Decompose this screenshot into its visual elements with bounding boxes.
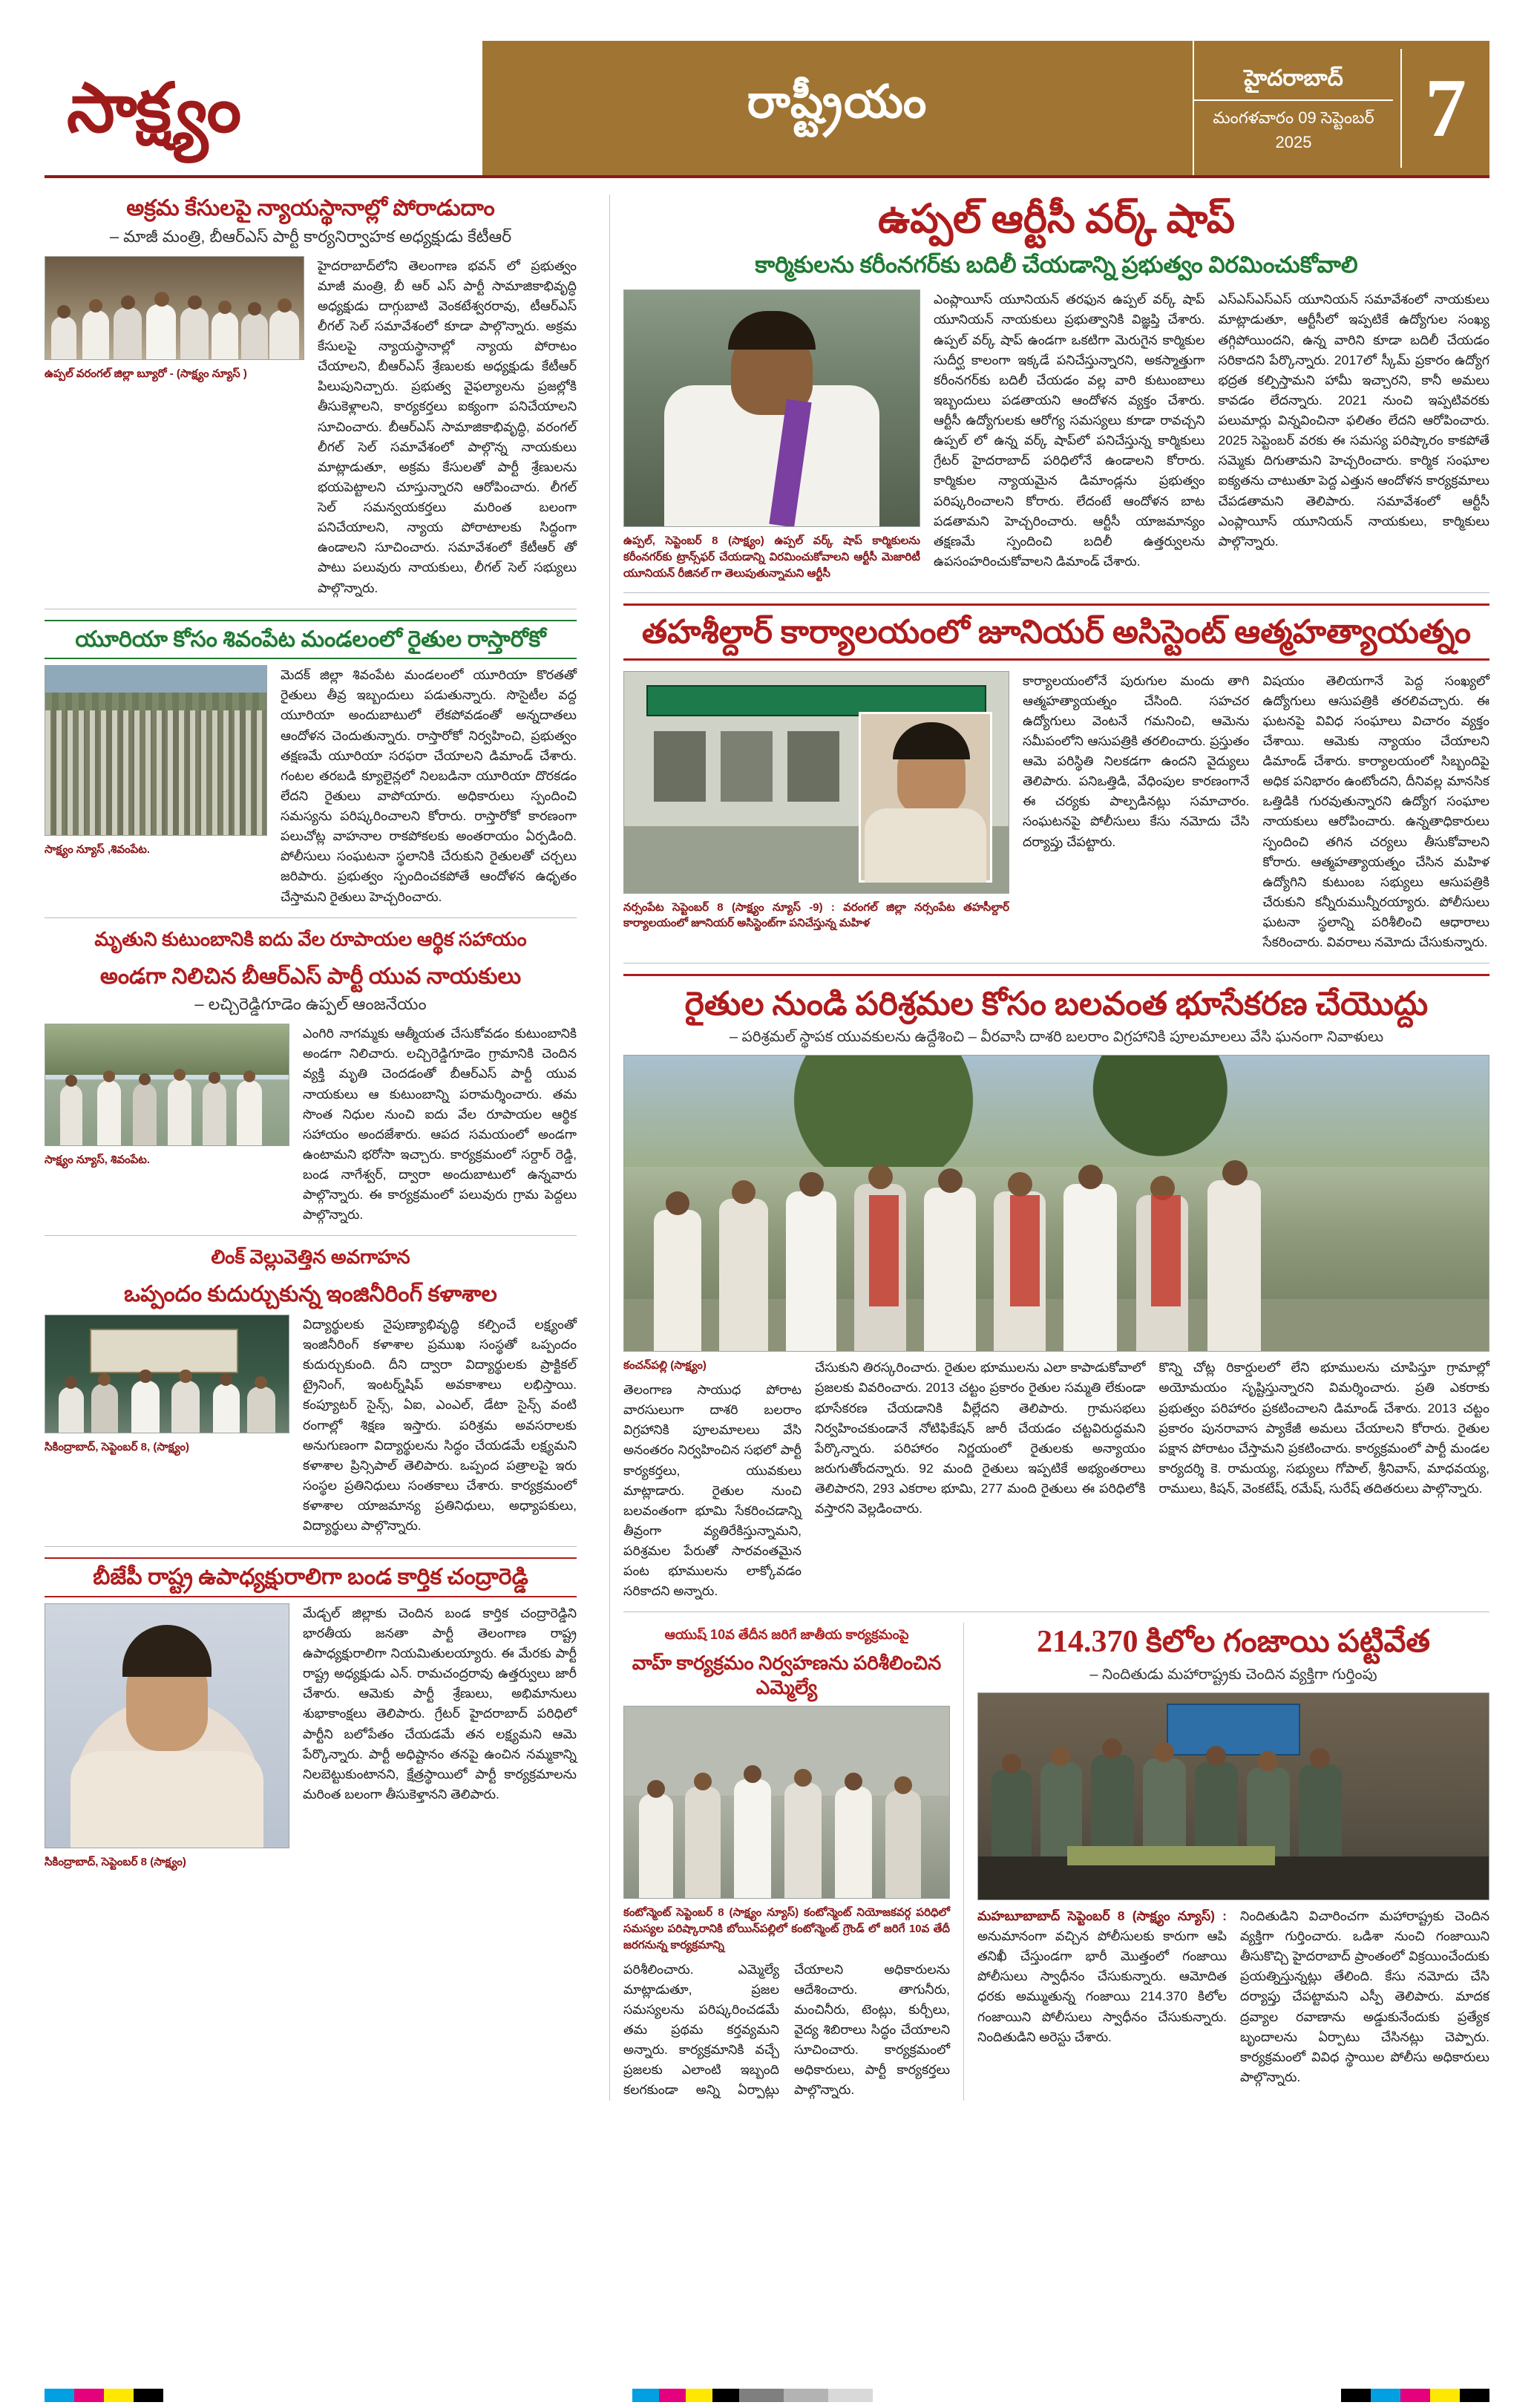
divider xyxy=(45,1546,577,1547)
right-column xyxy=(609,194,1489,2101)
photo-caption: సికింద్రాబాద్, సెప్టెంబర్ 8, (సాక్ష్యం) xyxy=(45,1440,190,1453)
edition-box xyxy=(1193,41,1489,175)
article-photo xyxy=(623,1055,1489,1352)
article-body-2: చేసుకుని తిరస్కరించారు. రైతుల భూములను ఎలా కాపాడుకోవాలో ప్రజలకు వివరించారు. 2013 చట్టం ప్రకారం రైతుల సమ్మతి లేకుండా భూసేకరణ చేయడానికి వీల్లేదని తెలిపారు. గ్రామసభలు నిర్వహించకుండానే నోటిఫికేషన్ జారీ చేయడం చట్టవిరుద్ధమని పేర్కొన్నారు. పరిహారం నిర్ణయంలో రైతులకు అన్యాయం జరుగుతోందన్నారు. 92 మంది రైతులు ఇప్పటికే అభ్యంతరాలు తెలిపారని, 293 ఎకరాల భూమి, 277 మంది రైతులు ఈ పరిధిలోకి వస్తారని వెల్లడించారు. xyxy=(815,1360,1146,1517)
subhead: కార్మికులను కరీంనగర్‌కు బదిలీ చేయడాన్ని ప్రభుత్వం విరమించుకోవాలి xyxy=(755,251,1358,278)
color-swatch xyxy=(686,2389,712,2402)
masthead xyxy=(45,41,1489,178)
article-body: విద్యార్థులకు నైపుణ్యాభివృద్ధి కల్పించే లక్ష్యంతో ఇంజినీరింగ్ కళాశాల ప్రముఖ సంస్థతో ఒప్పందం కుదుర్చుకుంది. దీని ద్వారా విద్యార్థులకు ప్రాక్టికల్ ట్రైనింగ్, ఇంటర్న్‌షిప్ అవకాశాలు లభిస్తాయి. కంప్యూటర్ సైన్స్, ఏఐ, ఎంఎల్, డేటా సైన్స్ వంటి రంగాల్లో శిక్షణ ఇస్తారు. పరిశ్రమ అవసరాలకు అనుగుణంగా విద్యార్థులను సిద్ధం చేయడమే లక్ష్యమని కళాశాల ప్రిన్సిపాల్ తెలిపారు. ఒప్పంద పత్రాలపై ఇరు సంస్థల ప్రతినిధులు సంతకాలు చేశారు. కార్యక్రమంలో కళాశాల యాజమాన్య ప్రతినిధులు, అధ్యాపకులు, విద్యార్థులు పాల్గొన్నారు. xyxy=(303,1316,577,1534)
article-body: పరిశీలించారు. ఎమ్మెల్యే మాట్లాడుతూ, ప్రజల సమస్యలను పరిష్కరించడమే తమ ప్రథమ కర్తవ్యమని అన్నారు. కార్యక్రమానికి వచ్చే ప్రజలకు ఎలాంటి ఇబ్బంది కలగకుండా అన్ని ఏర్పాట్లు చేయాలని అధికారులను ఆదేశించారు. తాగునీరు, మంచినీరు, టెంట్లు, కుర్చీలు, వైద్య శిబిరాలు సిద్ధం చేయాలని సూచించారు. కార్యక్రమంలో అధికారులు, పార్టీ కార్యకర్తలు పాల్గొన్నారు. xyxy=(623,1961,950,2098)
headline: ఉప్పల్ ఆర్టీసీ వర్క్ షాప్ xyxy=(877,197,1236,241)
color-swatch xyxy=(739,2389,784,2402)
article-body: మేడ్చల్ జిల్లాకు చెందిన బండ కార్తిక చంద్రారెడ్డిని భారతీయ జనతా పార్టీ తెలంగాణ రాష్ట్ర ఉపాధ్యక్షురాలిగా నియమితులయ్యారు. ఈ మేరకు పార్టీ రాష్ట్ర అధ్యక్షుడు ఎన్. రామచంద్రరావు ఉత్తర్వులు జారీ చేశారు. ఆమెకు పార్టీ శ్రేణులు, అభిమానులు శుభాకాంక్షలు తెలిపారు. గ్రేటర్ హైదరాబాద్ పరిధిలో పార్టీని బలోపేతం చేయడమే తన లక్ష్యమని ఆమె పేర్కొన్నారు. పార్టీ అధిష్టానం తనపై ఉంచిన నమ్మకాన్ని నిలబెట్టుకుంటానని, క్షేత్రస్థాయిలో పార్టీ కార్యక్రమాలను మరింత బలంగా తీసుకెళ్తానని తెలిపారు. xyxy=(303,1605,577,1802)
newspaper-page xyxy=(0,41,1534,2408)
divider xyxy=(623,592,1489,593)
article-photo xyxy=(45,1603,289,1848)
color-swatch xyxy=(1430,2389,1460,2402)
photo-caption: నర్సంపేట సెప్టెంబర్ 8 (సాక్ష్యం న్యూస్ -9) : వరంగల్ జిల్లా నర్సంపేట తహసీల్దార్ కార్యాలయంలో జూనియర్ అసిస్టెంట్‌గా పనిచేస్తున్న మహిళ xyxy=(623,900,1009,930)
article-ktr-legal xyxy=(45,194,577,598)
section-title: రాష్ట్రీయం xyxy=(747,77,928,128)
color-swatch xyxy=(1371,2389,1400,2402)
section-band xyxy=(482,41,1193,175)
print-registration-colorbar xyxy=(0,2386,1534,2408)
color-swatch xyxy=(828,2389,873,2402)
article-photo xyxy=(623,671,1009,894)
article-photo xyxy=(623,289,920,527)
subhead: – నిందితుడు మహారాష్ట్రకు చెందిన వ్యక్తిగా గుర్తింపు xyxy=(1089,1666,1377,1683)
article-photo xyxy=(623,1706,950,1899)
color-swatch xyxy=(163,2389,632,2402)
article-photo xyxy=(45,1315,289,1433)
newspaper-logo xyxy=(45,41,482,175)
color-swatch xyxy=(659,2389,686,2402)
logo-text: సాక్ష్యం xyxy=(67,70,240,146)
page-number: 7 xyxy=(1400,49,1489,168)
color-swatch xyxy=(632,2389,659,2402)
article-body: మెదక్ జిల్లా శివంపేట మండలంలో యూరియా కొరతతో రైతులు తీవ్ర ఇబ్బందులు పడుతున్నారు. సొసైటీల వద్ద యూరియా అందుబాటులో లేకపోవడంతో అన్నదాతలు ఆందోళన చెందుతున్నారు. రాస్తారోకో నిర్వహించి, ప్రభుత్వం తక్షణమే యూరియా సరఫరా చేయాలని డిమాండ్ చేశారు. గంటల తరబడి క్యూలైన్లలో నిలబడినా యూరియా దొరకడం లేదని రైతులు వాపోయారు. అధికారులు స్పందించి సమస్యను పరిష్కరించాలని కోరారు. రాస్తారోకో కారణంగా పలుచోట్ల వాహనాల రాకపోకలకు అంతరాయం ఏర్పడింది. పోలీసులు సంఘటనా స్థలానికి చేరుకుని రైతులతో చర్చలు జరిపారు. ప్రభుత్వం స్పందించకపోతే ఆందోళన ఉధృతం చేస్తామని రైతులు హెచ్చరించారు. xyxy=(281,667,577,904)
article-rtc-workshop xyxy=(623,194,1489,582)
article-body-3: కొన్ని చోట్ల రికార్డులలో లేని భూములను చూపిస్తూ గ్రామాల్లో అయోమయం సృష్టిస్తున్నారని విమర్శించారు. ప్రతి ఎకరాకు ప్రభుత్వం పరిహారం ప్రకటించాలని డిమాండ్ చేశారు. 2013 చట్టం ప్రకారం పునరావాస ప్యాకేజీ అమలు చేయాలని కోరారు. రైతుల పక్షాన పోరాటం చేస్తామని ప్రకటించారు. కార్యక్రమంలో పార్టీ మండల కార్యదర్శి కె. రామయ్య, సభ్యులు గోపాల్, శ్రీనివాస్, మాధవయ్య, రాములు, కిషన్, వెంకటేష్, రమేష్, సురేష్ తదితరులు పాల్గొన్నారు. xyxy=(1158,1360,1489,1496)
article-photo xyxy=(45,665,267,836)
article-urea-protest xyxy=(45,620,577,907)
subhead: – పరిశ్రమల్ స్థాపక యువకులను ఉద్దేశించి – వీరవాసి దాశరి బలరాం విగ్రహానికి పూలమాలలు వేసి ఘనంగా నివాళులు xyxy=(729,1029,1384,1046)
article-body-1: తెలంగాణ సాయుధ పోరాట వారసులుగా దాశరి బలరాం విగ్రహానికి పూలమాలలు వేసి అనంతరం నిర్వహించిన సభలో పార్టీ కార్యకర్తలు, యువకులు మాట్లాడారు. రైతుల నుంచి బలవంతంగా భూమి సేకరించడాన్ని తీవ్రంగా వ్యతిరేకిస్తున్నామని, పరిశ్రమల పేరుతో సారవంతమైన పంట భూములను లాక్కోవడం సరికాదని అన్నారు. xyxy=(623,1382,802,1599)
color-swatch xyxy=(712,2389,739,2402)
headline: 214.370 కిలోల గంజాయి పట్టివేత xyxy=(1037,1625,1430,1660)
bottom-stories xyxy=(623,1623,1489,2100)
article-photo xyxy=(45,1024,289,1146)
article-mla-inspection xyxy=(623,1623,950,2100)
headline: ఒప్పందం కుదుర్చుకున్న ఇంజినీరింగ్ కళాశాల xyxy=(124,1282,497,1307)
headline: వాహ్ కార్యక్రమం నిర్వహణను పరిశీలించిన ఎమ్మెల్యే xyxy=(632,1652,942,1698)
subhead: – మాజీ మంత్రి, బీఆర్ఎస్ పార్టీ కార్యనిర్వాహక అధ్యక్షుడు కేటీఆర్ xyxy=(109,226,512,246)
article-brs-youth-aid xyxy=(45,929,577,1226)
color-swatch xyxy=(45,2389,74,2402)
color-swatch xyxy=(104,2389,134,2402)
article-tahsildar-suicide-attempt xyxy=(623,603,1489,953)
photo-caption: కంచన్‌పల్లి (సాక్ష్యం) xyxy=(623,1359,707,1373)
headline: రైతుల నుండి పరిశ్రమల కోసం బలవంత భూసేకరణ చేయొద్దు xyxy=(623,974,1489,1024)
photo-caption: మహబూబాబాద్ సెప్టెంబర్ 8 (సాక్ష్యం న్యూస్) : xyxy=(977,1908,1227,1923)
headline: తహశీల్దార్ కార్యాలయంలో జూనియర్ అసిస్టెంట్ ఆత్మహత్యాయత్నం xyxy=(623,603,1489,661)
kicker: ఆయుష్ 10వ తేదీన జరిగే జాతీయ కార్యక్రమంపై xyxy=(664,1627,909,1643)
color-swatch xyxy=(784,2389,828,2402)
article-body-right: ఎస్ఎస్ఎస్ఎస్ యూనియన్ సమావేశంలో నాయకులు మాట్లాడుతూ, ఆర్టీసీలో ఇప్పటికే ఉద్యోగుల సంఖ్య తగ్గిపోయిందని, ఉన్న వారిని కూడా బదిలీ చేయడం సరికాదని పేర్కొన్నారు. 2017లో స్కీమ్ ప్రకారం ఉద్యోగ భద్రత కల్పిస్తామని హామీ ఇచ్చారని, కానీ అమలు కావడం లేదన్నారు. 2021 నుంచి ఇప్పటివరకు పలుమార్లు విన్నవించినా ఫలితం లేదని ఆరోపించారు. 2025 సెప్టెంబర్ వరకు ఈ సమస్య పరిష్కారం కాకపోతే సమ్మెకు దిగుతామని హెచ్చరించారు. కార్మిక సంఘాల ఐక్యతను చాటుతూ పెద్ద ఎత్తున ఆందోళన కార్యక్రమాలు చేపడతామని తెలిపారు. సమావేశంలో ఆర్టీసీ ఎంప్లాయీస్ యూనియన్ నాయకులు, కార్మికులు పాల్గొన్నారు. xyxy=(1218,292,1489,549)
article-body: హైదరాబాద్‌లోని తెలంగాణ భవన్ లో ప్రభుత్వం మాజీ మంత్రి, బీ ఆర్ ఎస్ పార్టీ సామాజికాభివృద్ధి అధ్యక్షుడు దాగ్గుబాటి వెంకటేశ్వరరావు, టీఆర్ఎస్ లీగల్ సెల్ సమావేశంలో కూడా పాల్గొన్నారు. అక్రమ కేసులపై న్యాయస్థానాల్లో న్యాయ పోరాటం చేయాలని, బీఆర్ఎస్ శ్రేణులకు అధ్యక్షుడు కేటీఆర్ పిలుపునిచ్చారు. ప్రభుత్వ వైఫల్యాలను ప్రజల్లోకి తీసుకెళ్లాలని, కార్యకర్తలు ఐక్యంగా పనిచేయాలని సూచించారు. బీఆర్ఎస్ సామాజికాభివృద్ధి, వరంగల్ లీగల్ సెల్ సమావేశంలో పాల్గొన్న నాయకులు మాట్లాడుతూ, అక్రమ కేసులతో పార్టీ శ్రేణులను భయపెట్టాలని చూస్తున్నారని ఆరోపించారు. లీగల్ సెల్ సమన్వయకర్తలు మరింత బలంగా పనిచేయాలని, న్యాయ పోరాటాలకు సిద్ధంగా ఉండాలని సూచించారు. సమావేశంలో కేటీఆర్ తో పాటు పలువురు నాయకులు, లీగల్ సెల్ సభ్యులు పాల్గొన్నారు. xyxy=(318,258,577,595)
edition-date: మంగళవారం 09 సెప్టెంబర్ 2025 xyxy=(1194,99,1393,154)
edition-city: హైదరాబాద్ xyxy=(1244,66,1343,91)
left-column xyxy=(45,194,590,2101)
article-body-right: విషయం తెలియగానే పెద్ద సంఖ్యలో ఉద్యోగులు ఆసుపత్రికి తరలివచ్చారు. ఈ ఘటనపై వివిధ సంఘాలు విచారం వ్యక్తం చేశాయి. ఆమెకు న్యాయం చేయాలని డిమాండ్ చేశారు. కార్యాలయంలో సిబ్బందిపై అధిక పనిభారం ఉంటోందని, దీనివల్ల మానసిక ఒత్తిడికి గురవుతున్నారని ఉద్యోగ సంఘాల నాయకులు ఆరోపించారు. ఉన్నతాధికారులు స్పందించి తగిన చర్యలు తీసుకోవాలని కోరారు. ఆత్మహత్యాయత్నం చేసిన మహిళ ఉద్యోగిని కుటుంబ సభ్యులు ఆసుపత్రికి చేరుకుని కన్నీరుమున్నీరయ్యారు. పోలీసులు ఘటనా స్థలాన్ని పరిశీలించి ఆధారాలు సేకరించారు. వివరాలు నమోదు చేసుకున్నారు. xyxy=(1262,673,1489,950)
article-body-right: నిందితుడిని విచారించగా మహారాష్ట్రకు చెందిన వ్యక్తిగా గుర్తించారు. ఒడిశా నుంచి గంజాయిని తీసుకొచ్చి హైదరాబాద్ ప్రాంతంలో విక్రయించేందుకు ప్రయత్నిస్తున్నట్లు తేలింది. కేసు నమోదు చేసి దర్యాప్తు చేపట్టామని ఎస్పీ తెలిపారు. మాదక ద్రవ్యాల రవాణాను అడ్డుకునేందుకు ప్రత్యేక బృందాలను ఏర్పాటు చేసినట్లు చెప్పారు. కార్యక్రమంలో వివిధ స్థాయిల పోలీసు అధికారులు పాల్గొన్నారు. xyxy=(1240,1908,1489,2084)
color-swatch xyxy=(1341,2389,1371,2402)
article-body-left: ఎంప్లాయీస్ యూనియన్ తరఫున ఉప్పల్ వర్క్ షాప్ యూనియన్ నాయకులు ప్రభుత్వానికి విజ్ఞప్తి చేశారు. ఉప్పల్ వర్క్ షాప్ ఉండగా ఒకటిగా మెరుగైన కార్మికుల సుదీర్ఘ కాలంగా ఇక్కడే పనిచేస్తున్నారని, అకస్మాత్తుగా కరీంనగర్‌కు బదిలీ చేయడం వల్ల వారి కుటుంబాలు ఇబ్బందులు పడతాయని ఆందోళన వ్యక్తం చేశారు. ఆర్టీసీ ఉద్యోగులకు ఆరోగ్య సమస్యలు కూడా రావచ్చని ఉప్పల్ లో ఉన్న వర్క్ షాప్‌లో పనిచేస్తున్న కార్మికులు గ్రేటర్ హైదరాబాద్ పరిధిలోనే ఉండాలని కోరారు. కార్మికుల న్యాయమైన డిమాండ్లను ప్రభుత్వం పరిష్కరించాలని కోరారు. లేదంటే ఆందోళన బాట పడతామని హెచ్చరించారు. ఆర్టీసీ యాజమాన్యం తక్షణమే స్పందించి బదిలీ ఉత్తర్వులను ఉపసంహరించుకోవాలని డిమాండ్ చేశారు. xyxy=(934,292,1205,569)
article-photo xyxy=(45,256,304,360)
article-body-left: కార్యాలయంలోనే పురుగుల మందు తాగి ఆత్మహత్యాయత్నం చేసింది. సహచర ఉద్యోగులు వెంటనే గమనించి, ఆమెను సమీపంలోని ఆసుపత్రికి తరలించారు. ప్రస్తుతం ఆమె పరిస్థితి నిలకడగా ఉందని వైద్యులు తెలిపారు. పనిఒత్తిడి, వేధింపుల కారణంగానే ఈ చర్యకు పాల్పడినట్లు సమాచారం. సంఘటనపై పోలీసులు కేసు నమోదు చేసి దర్యాప్తు చేపట్టారు. xyxy=(1023,673,1250,849)
photo-caption: సాక్ష్యం న్యూస్ ,శివంపేట. xyxy=(45,843,151,857)
headline: యూరియా కోసం శివంపేట మండలంలో రైతుల రాస్తారోకో xyxy=(45,620,577,660)
article-photo xyxy=(977,1692,1489,1900)
photo-caption: కంటోన్మెంట్ సెప్టెంబర్ 8 (సాక్ష్యం న్యూస్) కంటోన్మెంట్ నియోజకవర్గ పరిధిలో సమస్యల పరిష్కారానికి బోయిన్‌పల్లిలో కంటోన్మెంట్ గ్రౌండ్ లో జరిగే 10వ తేదీ జరగనున్న కార్యక్రమాన్ని xyxy=(623,1906,950,1951)
kicker: లింక్ వెల్లువెత్తిన అవగాహన xyxy=(211,1246,410,1269)
divider xyxy=(45,917,577,918)
subhead: – లచ్చిరెడ్డిగూడెం ఉప్పల్ ఆంజనేయం xyxy=(194,995,427,1014)
article-ganja-seizure xyxy=(963,1623,1489,2100)
photo-caption: సికింద్రాబాద్, సెప్టెంబర్ 8 (సాక్ష్యం) xyxy=(45,1855,186,1868)
kicker: మృతుని కుటుంబానికి ఐదు వేల రూపాయల ఆర్థిక సహాయం xyxy=(94,928,527,950)
headline: బీజేపీ రాష్ట్ర ఉపాధ్యక్షురాలిగా బండ కార్తిక చంద్రారెడ్డి xyxy=(45,1557,577,1597)
article-body-left: అనుమానంగా వచ్చిన పోలీసులకు కారుగా ఆపి తనిఖీ చేస్తుండగా భారీ మొత్తంలో గంజాయి పోలీసులు స్వాధీనం చేసుకున్నారు. ఆమోదిత ధరకు అమ్ముతున్న గంజాయి 214.370 కిలోల గంజాయిని పోలీసులు స్వాధీనం చేసుకున్నారు. నిందితుడిని అరెస్టు చేశారు. xyxy=(977,1928,1227,2044)
article-engineering-mou xyxy=(45,1246,577,1536)
divider xyxy=(45,1235,577,1236)
photo-caption: ఉప్పల్ వరంగల్ జిల్లా బ్యూరో - (సాక్ష్యం న్యూస్ ) xyxy=(45,367,247,380)
color-swatch xyxy=(134,2389,163,2402)
article-body: ఎంగిరి నాగమ్మకు ఆత్మీయత చేసుకోవడం కుటుంబానికి అండగా నిలిచారు. లచ్చిరెడ్డిగూడెం గ్రామానికి చెందిన వ్యక్తి మృతి చెందడంతో బీఆర్ఎస్ పార్టీ యువ నాయకులు ఆ కుటుంబాన్ని పరామర్శించారు. తమ సొంత నిధుల నుంచి ఐదు వేల రూపాయల ఆర్థిక సహాయం అందజేశారు. ఆపద సమయంలో అండగా ఉంటామని భరోసా ఇచ్చారు. కార్యక్రమంలో సర్దార్ రెడ్డి, బండ నాగేశ్వర్, ద్వారా అందుబాటులో ఉన్నవారు పాల్గొన్నారు. ఈ కార్యక్రమంలో పలువురు గ్రామ పెద్దలు పాల్గొన్నారు. xyxy=(303,1026,577,1223)
headline: అక్రమ కేసులపై న్యాయస్థానాల్లో పోరాడుదాం xyxy=(126,196,495,220)
article-land-acquisition xyxy=(623,974,1489,1601)
page-content xyxy=(0,178,1534,2101)
headline: అండగా నిలిచిన బీఆర్ఎస్ పార్టీ యువ నాయకులు xyxy=(99,963,522,989)
photo-caption: ఉప్పల్, సెప్టెంబర్ 8 (సాక్ష్యం) ఉప్పల్ వర్క్ షాప్ కార్మికులను కరీంనగర్‌కు ట్రాన్స్‌ఫర్ చేయడాన్ని విరమించుకోవాలని ఆర్టీసీ మెజారిటీ యూనియన్ రీజినల్ గా తెలుపుతున్నామని ఆర్టీసీ xyxy=(623,534,920,580)
color-swatch xyxy=(74,2389,104,2402)
photo-caption: సాక్ష్యం న్యూస్, శివంపేట. xyxy=(45,1154,151,1167)
article-bjp-vicepresident xyxy=(45,1557,577,1870)
color-swatch xyxy=(1400,2389,1430,2402)
color-swatch xyxy=(1460,2389,1489,2402)
color-swatch xyxy=(873,2389,1342,2402)
